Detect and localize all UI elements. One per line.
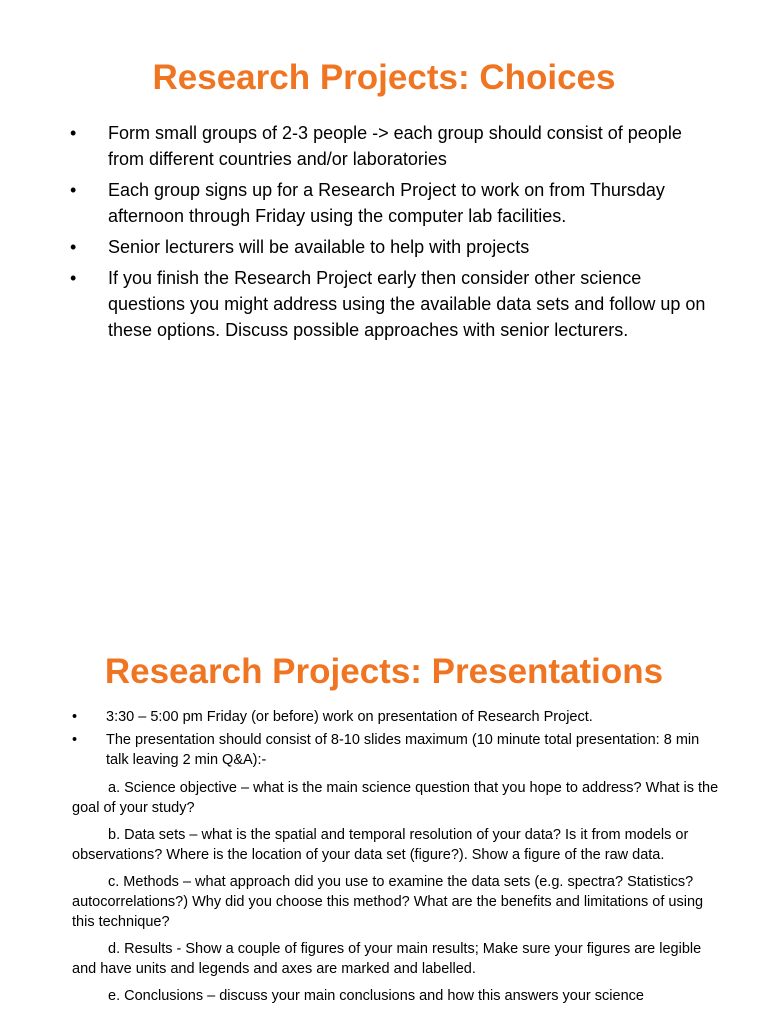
list-item <box>70 177 710 229</box>
list-item <box>72 730 712 770</box>
bullet-icon: • <box>72 709 78 725</box>
bullet-text: If you finish the Research Project early then consider other science questions you might address using the available data sets and follow up on these options. Discuss possible approaches with senior lecturers. <box>108 268 706 340</box>
subpoint-data-sets: b. Data sets – what is the spatial and temporal resolution of your data? Is it from models or observations? Where is the location of your data set (figure?). Show a figure of the raw data. <box>72 827 689 863</box>
bullet-text: 3:30 – 5:00 pm Friday (or before) work on presentation of Research Project. <box>106 709 593 725</box>
slide-title: Research Projects: Choices <box>152 58 616 97</box>
bullet-icon: • <box>70 268 77 288</box>
slide-title: Research Projects: Presentations <box>104 652 664 691</box>
list-item <box>70 265 710 343</box>
bullet-icon: • <box>70 123 77 143</box>
bullet-icon: • <box>72 732 78 748</box>
bullet-text: The presentation should consist of 8-10 slides maximum (10 minute total presentation: 8 min talk leaving 2 min Q&A):- <box>106 732 700 768</box>
slide-presentations <box>0 600 768 1024</box>
bullet-text: Senior lecturers will be available to help with projects <box>108 237 530 257</box>
subpoint-conclusions: e. Conclusions – discuss your main conclusions and how this answers your science <box>108 988 644 1004</box>
bullet-icon: • <box>70 180 77 200</box>
list-item <box>70 120 710 172</box>
subpoint-list <box>72 778 722 1013</box>
bullet-text: Each group signs up for a Research Project to work on from Thursday afternoon through Friday using the computer lab facilities. <box>108 180 665 226</box>
bullet-icon: • <box>70 237 77 257</box>
subpoint-methods: c. Methods – what approach did you use to examine the data sets (e.g. spectra? Statistics? autocorrelations?) Why did you choose this method? What are the benefits and limitations of using this technique? <box>72 874 704 930</box>
bullet-list <box>72 707 712 773</box>
list-item <box>72 707 712 727</box>
bullet-list <box>70 120 710 348</box>
list-item <box>70 234 710 260</box>
bullet-text: Form small groups of 2-3 people -> each group should consist of people from different countries and/or laboratories <box>108 123 682 169</box>
subpoint-science-objective: a. Science objective – what is the main science question that you hope to address? What is the goal of your study? <box>72 780 719 816</box>
subpoint-results: d. Results - Show a couple of figures of your main results; Make sure your figures are legible and have units and legends and axes are marked and labelled. <box>72 941 702 977</box>
